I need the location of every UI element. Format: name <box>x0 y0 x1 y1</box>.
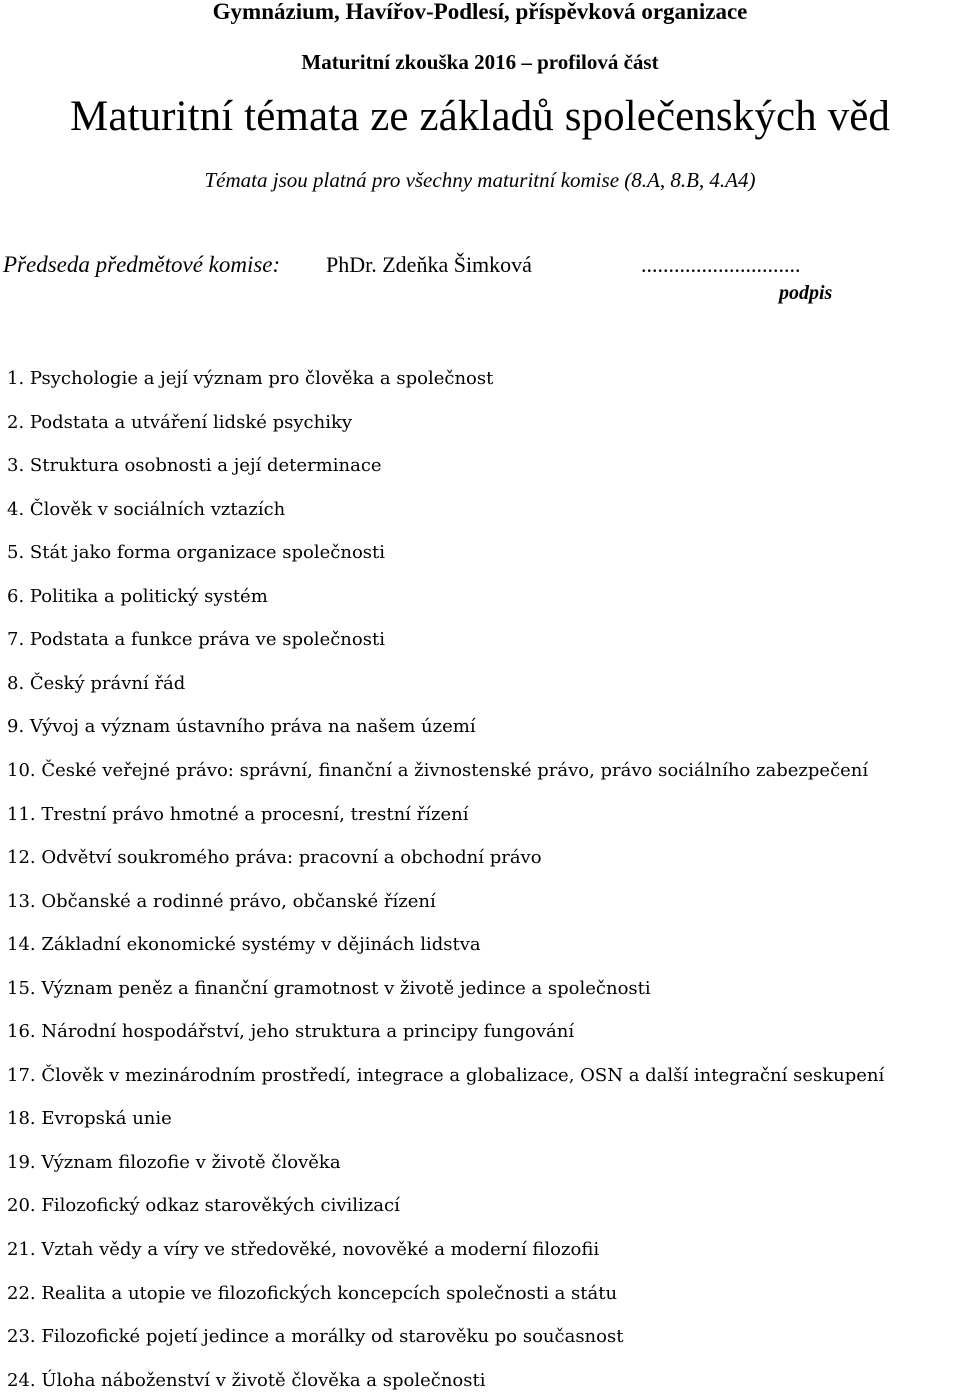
list-item: 4. Člověk v sociálních vztazích <box>7 498 286 520</box>
document-title: Maturitní témata ze základů společenských věd <box>70 93 890 140</box>
signature-line: ............................. <box>641 252 801 277</box>
list-item: 21. Vztah vědy a víry ve středověké, novověké a moderní filozofii <box>7 1239 600 1260</box>
committee-chair-label: Předseda předmětové komise: <box>3 252 281 277</box>
list-item: 22. Realita a utopie ve filozofických koncepcích společnosti a státu <box>7 1282 618 1304</box>
list-item: 2. Podstata a utváření lidské psychiky <box>7 411 353 433</box>
committee-chair-name: PhDr. Zdeňka Šimková <box>326 252 532 277</box>
list-item: 6. Politika a politický systém <box>7 585 268 607</box>
school-name: Gymnázium, Havířov-Podlesí, příspěvková organizace <box>212 0 748 24</box>
list-item: 16. Národní hospodářství, jeho struktura a principy fungování <box>7 1021 575 1043</box>
list-item: 23. Filozofické pojetí jedince a morálky od starověku po současnost <box>7 1326 624 1348</box>
list-item: 10. České veřejné právo: správní, finanční a živnostenské právo, právo sociálního zabezpečení <box>7 759 869 781</box>
list-item: 1. Psychologie a její význam pro člověka a společnost <box>7 368 494 389</box>
exam-subtitle: Maturitní zkouška 2016 – profilová část <box>301 50 659 74</box>
list-item: 5. Stát jako forma organizace společnosti <box>7 542 386 564</box>
list-item: 19. Význam filozofie v životě člověka <box>7 1151 341 1173</box>
list-item: 18. Evropská unie <box>7 1108 172 1130</box>
validity-note: Témata jsou platná pro všechny maturitní komise (8.A, 8.B, 4.A4) <box>204 168 756 192</box>
list-item: 12. Odvětví soukromého práva: pracovní a obchodní právo <box>7 847 542 869</box>
list-item: 20. Filozofický odkaz starověkých civilizací <box>7 1195 400 1217</box>
list-item: 11. Trestní právo hmotné a procesní, trestní řízení <box>7 803 469 825</box>
list-item: 15. Význam peněz a finanční gramotnost v životě jedince a společnosti <box>7 977 651 999</box>
list-item: 24. Úloha náboženství v životě člověka a společnosti <box>7 1369 486 1391</box>
list-item: 14. Základní ekonomické systémy v dějinách lidstva <box>7 934 481 956</box>
signature-label: podpis <box>779 282 833 304</box>
list-item: 17. Člověk v mezinárodním prostředí, integrace a globalizace, OSN a další integrační seskupení <box>7 1064 885 1086</box>
list-item: 8. Český právní řád <box>7 672 186 694</box>
list-item: 7. Podstata a funkce práva ve společnosti <box>7 629 385 651</box>
list-item: 9. Vývoj a význam ústavního práva na našem území <box>7 716 476 738</box>
list-item: 13. Občanské a rodinné právo, občanské řízení <box>7 890 436 912</box>
list-item: 3. Struktura osobnosti a její determinace <box>7 455 382 477</box>
